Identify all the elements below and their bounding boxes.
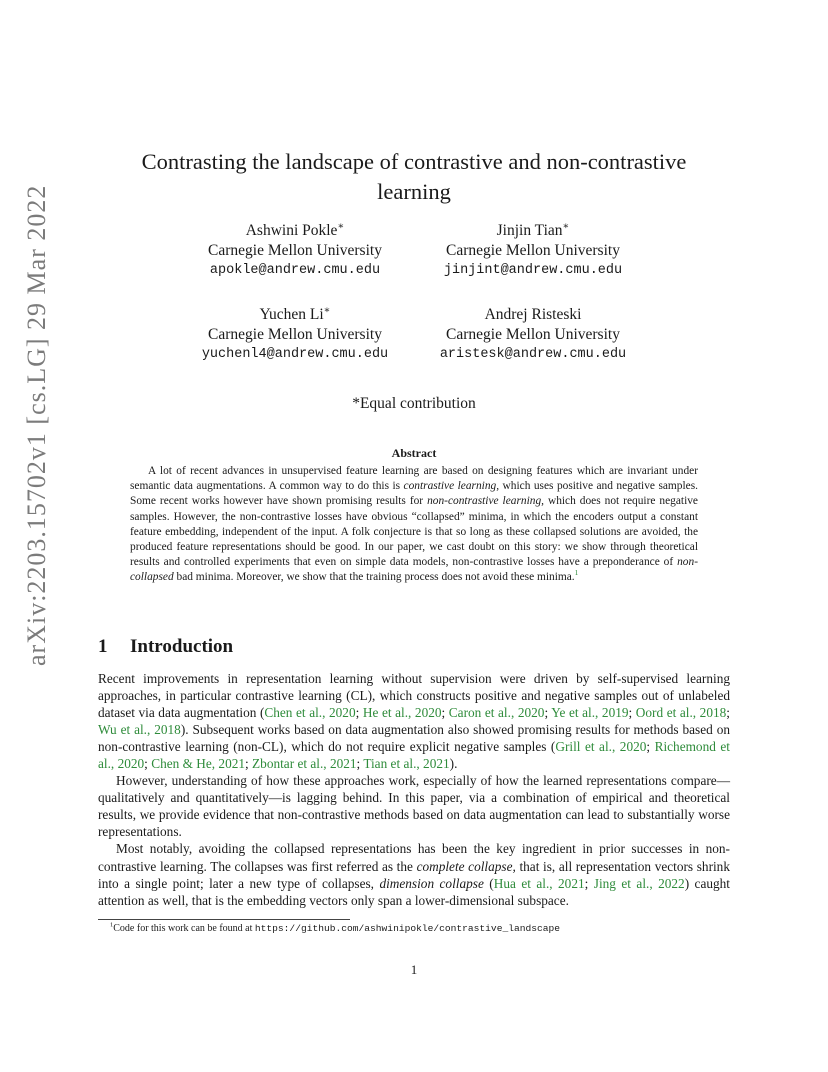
citation-link[interactable]: Zbontar et al., 2021 [252, 756, 357, 772]
citation-link[interactable]: Tian et al., 2021 [363, 756, 450, 772]
citation-link[interactable]: Chen & He, 2021 [151, 756, 246, 772]
author-name: Ashwini Pokle [245, 222, 338, 239]
citation-link[interactable]: Caron et al., 2020 [448, 705, 545, 721]
repository-link[interactable]: https://github.com/ashwinipokle/contrastive_landscape [254, 923, 561, 934]
paper-title [98, 147, 730, 207]
paragraph-text: ( [483, 875, 494, 891]
footnote-mark: 1 [110, 921, 114, 929]
equal-contribution-note: *Equal contribution [352, 395, 476, 412]
author-name: Yuchen Li [259, 306, 324, 323]
abstract-emphasis: non-collapsed [130, 556, 698, 584]
equal-contribution-mark: ∗ [337, 220, 345, 232]
footnote [110, 923, 560, 934]
citation-link[interactable]: Chen et al., 2020 [264, 705, 356, 721]
equal-contribution-mark: ∗ [562, 220, 570, 232]
paragraph [98, 840, 730, 908]
paragraph [98, 670, 730, 772]
citation-link[interactable]: Grill et al., 2020 [555, 739, 647, 755]
author-block [423, 221, 643, 281]
author-email[interactable]: yuchenl4@andrew.cmu.edu [201, 347, 389, 362]
citation-link[interactable]: Jing et al., 2022 [593, 875, 685, 891]
abstract-text: which uses positive and negative samples. Some recent works however have shown promising results for [130, 480, 698, 508]
equal-contribution-mark: ∗ [323, 304, 331, 316]
footnote-divider [98, 919, 350, 920]
section-heading [98, 636, 233, 658]
abstract-text: bad minima. Moreover, we show that the training process does not avoid these minima. [173, 571, 575, 584]
abstract-emphasis: contrastive learning, [403, 480, 500, 493]
paragraph-text: ) caught attention as well, that is the embedding vectors only span a lower-dimensional subspace. [98, 875, 730, 908]
author-name: Jinjin Tian [496, 222, 563, 239]
footnote-ref[interactable]: 1 [574, 568, 579, 578]
citation-separator: ; [646, 739, 655, 755]
paragraph-text: Most notably, avoiding the collapsed representations has been the key ingredient in prior successes in non-contrastive learning. The collapses was first referred as the [98, 841, 730, 874]
author-block [185, 305, 405, 365]
section-number: 1 [98, 636, 108, 657]
author-email[interactable]: apokle@andrew.cmu.edu [209, 263, 381, 278]
citation-link[interactable]: Richemond et al., 2020 [98, 739, 730, 772]
author-name: Andrej Risteski [484, 306, 582, 323]
paragraph-text: ). Subsequent works based on data augmentation also showed promising results for methods based on non-contrastive learning (non-CL), which do not require explicit negative samples ( [98, 722, 730, 755]
paragraph: However, understanding of how these approaches work, especially of how the learned representations compare—qualitatively and quantitatively—is lagging behind. In this paper, via a combination of empirical and theoretical results, we provide evidence that non-contrastive methods based on data augmentation can lead to substantially worse representations. [98, 773, 730, 840]
paragraph-text: that is, all representation vectors shrink into a single point; later a new type of collapses, [98, 858, 730, 891]
abstract-emphasis: non-contrastive learning, [427, 495, 544, 508]
citation-link[interactable]: Oord et al., 2018 [635, 705, 727, 721]
citation-link[interactable]: Ye et al., 2019 [551, 705, 629, 721]
abstract-text: which does not require negative samples. However, the non-contrastive losses have obvious “collapsed” minima, in which the encoders output a constant feature embedding, independent of the input. A folk conjecture is that so long as these collapsed solutions are avoided, the produced feature representations should be good. In our paper, we cast doubt on this story: we show through theoretical results and controlled experiments that even on simple data models, non-contrastive losses have a preponderance of [130, 495, 698, 569]
citation-link[interactable]: Hua et al., 2021 [493, 875, 585, 891]
footnote-text: Code for this work can be found at [113, 923, 255, 934]
citation-separator: ; [144, 756, 152, 772]
abstract-heading: Abstract [391, 446, 437, 460]
citation-separator: ; [544, 705, 552, 721]
arxiv-identifier: arXiv:2203.15702v1 [cs.LG] 29 Mar 2022 [22, 184, 51, 666]
author-affiliation: Carnegie Mellon University [208, 326, 382, 343]
title-line-1: Contrasting the landscape of contrastive and non-contrastive [141, 149, 687, 174]
citation-link[interactable]: Wu et al., 2018 [98, 722, 181, 738]
paragraph-emphasis: dimension collapse [379, 875, 484, 891]
citation-separator: ; [355, 705, 363, 721]
author-block [185, 221, 405, 281]
citation-separator: ; [726, 705, 730, 721]
author-email[interactable]: jinjint@andrew.cmu.edu [443, 263, 623, 278]
citation-separator: ; [245, 756, 253, 772]
abstract-body [130, 464, 698, 586]
section-title: Introduction [130, 636, 234, 657]
paragraph-emphasis: complete collapse, [416, 858, 516, 874]
introduction-body [98, 670, 730, 909]
citation-separator: ; [584, 875, 594, 891]
author-block [423, 305, 643, 365]
title-line-2: learning [377, 179, 451, 204]
paragraph-text: ). [449, 756, 458, 772]
paragraph-text: Recent improvements in representation learning without supervision were driven by self-supervised learning approaches, in particular contrastive learning (CL), which constructs positive and negative samples out of unlabeled dataset via data augmentation ( [98, 671, 730, 721]
citation-separator: ; [628, 705, 636, 721]
citation-link[interactable]: He et al., 2020 [362, 705, 442, 721]
author-affiliation: Carnegie Mellon University [446, 326, 620, 343]
author-affiliation: Carnegie Mellon University [208, 242, 382, 259]
citation-separator: ; [356, 756, 364, 772]
page-number: 1 [410, 962, 418, 977]
author-email[interactable]: aristesk@andrew.cmu.edu [439, 347, 627, 362]
abstract-text: A lot of recent advances in unsupervised feature learning are based on designing features which are invariant under semantic data augmentations. A common way to do this is [130, 465, 698, 493]
citation-separator: ; [441, 705, 449, 721]
author-affiliation: Carnegie Mellon University [446, 242, 620, 259]
